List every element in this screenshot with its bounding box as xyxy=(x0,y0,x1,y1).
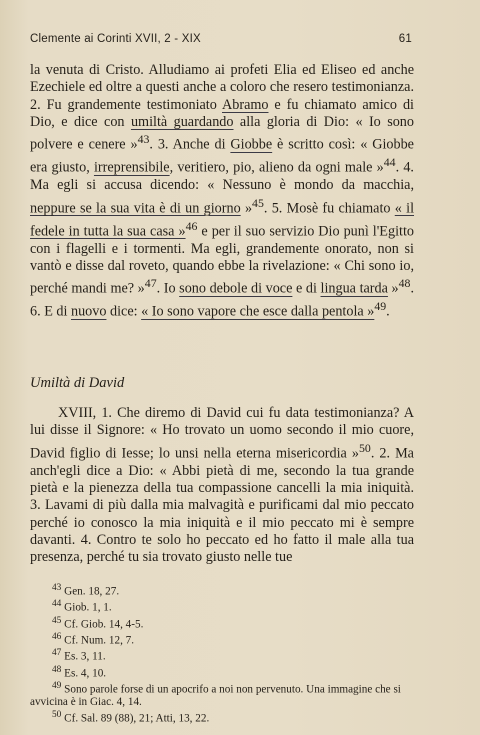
underlined-phrase: sono debole di voce xyxy=(179,280,293,297)
footnote: $^{50}$ Cf. Sal. 89 (88), 21; Atti, 13, 22. xyxy=(52,709,210,725)
footnote-ref: 46 xyxy=(185,218,198,233)
text-run: e di xyxy=(292,280,321,297)
footnote-ref: 45 xyxy=(252,195,264,210)
text-run: . 4. Ma egli si accusa dicendo: « Nessuno è mondo da macchia, xyxy=(30,159,414,194)
paragraph-2 xyxy=(30,405,414,566)
text-run: , veritiero, pio, alieno da ogni male » xyxy=(169,159,384,176)
footnote: $^{49}$ Sono parole forse di un apocrifo a noi non pervenuto. Una immagine che si avvicina è in Giac. 4, 14. xyxy=(30,680,401,709)
underlined-phrase: irreprensibile xyxy=(93,159,170,176)
text-run: » xyxy=(387,280,399,297)
paragraph-1 xyxy=(30,62,414,321)
footnote: $^{45}$ Cf. Giob. 14, 4-5. xyxy=(52,615,144,631)
footnote-ref: 43 xyxy=(137,132,150,147)
text-run: . 2. Ma anch'egli dice a Dio: « Abbi pietà di me, secondo la tua grande pietà e la pienezza della tua compassione cancelli la mia iniquità. 3. Lavami di più dalla mia malvagità e purificami dal mio peccato perché io conosco la mia iniquità e il mio peccato mi è sempre davanti. 4. Contro te solo ho peccato ed ho fatto il male alla tua presenza, perché tu sia trovato giusto nelle tue xyxy=(30,445,414,566)
underlined-phrase: Abramo xyxy=(222,96,269,113)
text-run: la venuta di Cristo. Alludiamo ai profeti Elia ed Eliseo ed anche Ezechiele ed oltre a questi anche a coloro che resero testimonianza. 2. Fu grandemente testimoniato xyxy=(30,62,414,113)
footnote-ref: 47 xyxy=(144,276,157,291)
text-run: e per il suo servizio Dio punì l'Egitto con i flagelli e i tormenti. Ma egli, grandemente onorato, non si vantò e disse dal roveto, quando ebbe la rivelazione: « Chi sono io, perché mandi me? » xyxy=(30,223,414,297)
text-run: . 6. E di xyxy=(30,280,414,320)
text-run: dice: xyxy=(106,303,142,320)
footnote: $^{47}$ Es. 3, 11. xyxy=(52,648,106,664)
text-run: . xyxy=(386,303,390,320)
underlined-phrase: nuovo xyxy=(70,303,107,320)
underlined-phrase: umiltà guardando xyxy=(130,113,234,130)
footnote: $^{44}$ Giob. 1, 1. xyxy=(52,599,112,615)
footnote: $^{46}$ Cf. Num. 12, 7. xyxy=(52,631,135,647)
underlined-phrase: « Io sono vapore che esce dalla pentola » xyxy=(141,303,375,320)
text-run: e fu chiamato amico di Dio, e dice con xyxy=(30,96,414,130)
text-run: alla gloria di Dio: « Io sono polvere e cenere » xyxy=(30,113,414,153)
running-head xyxy=(30,33,412,45)
text-run: » xyxy=(240,200,253,217)
running-title: Clemente ai Corinti XVII, 2 - XIX xyxy=(30,33,201,45)
chapter-xviii-text xyxy=(30,405,414,566)
footnote-ref: 48 xyxy=(398,276,411,291)
underlined-phrase: Giobbe xyxy=(230,136,273,153)
text-run: . 3. Anche di xyxy=(149,136,231,153)
underlined-phrase: neppure se la sua vita è di un giorno xyxy=(30,200,241,217)
footnotes xyxy=(30,582,420,725)
footnote-ref: 49 xyxy=(374,299,387,314)
underlined-phrase: « il fedele in tutta la sua casa » xyxy=(30,200,415,240)
page-number: 61 xyxy=(398,33,412,45)
footnote: $^{48}$ Es. 4, 10. xyxy=(52,664,107,680)
text-run: . 5. Mosè fu chiamato xyxy=(263,200,395,217)
text-run: XVIII, 1. Che diremo di David cui fu data testimonianza? A lui disse il Signore: « Ho trovato un uomo secondo il mio cuore, David figlio di Iesse; lo unsi nella eterna misericordia » xyxy=(30,405,414,462)
footnote-ref: 44 xyxy=(383,155,396,170)
text-run: . Io xyxy=(156,280,180,297)
text-run: è scritto così: « Giobbe era giusto, xyxy=(30,136,414,176)
chapter-xvii-text xyxy=(30,62,414,321)
underlined-phrase: lingua tarda xyxy=(320,280,388,297)
section-heading: Umiltà di David xyxy=(30,375,125,391)
footnote: $^{43}$ Gen. 18, 27. xyxy=(52,583,120,598)
footnote-ref: 50 xyxy=(358,440,371,455)
